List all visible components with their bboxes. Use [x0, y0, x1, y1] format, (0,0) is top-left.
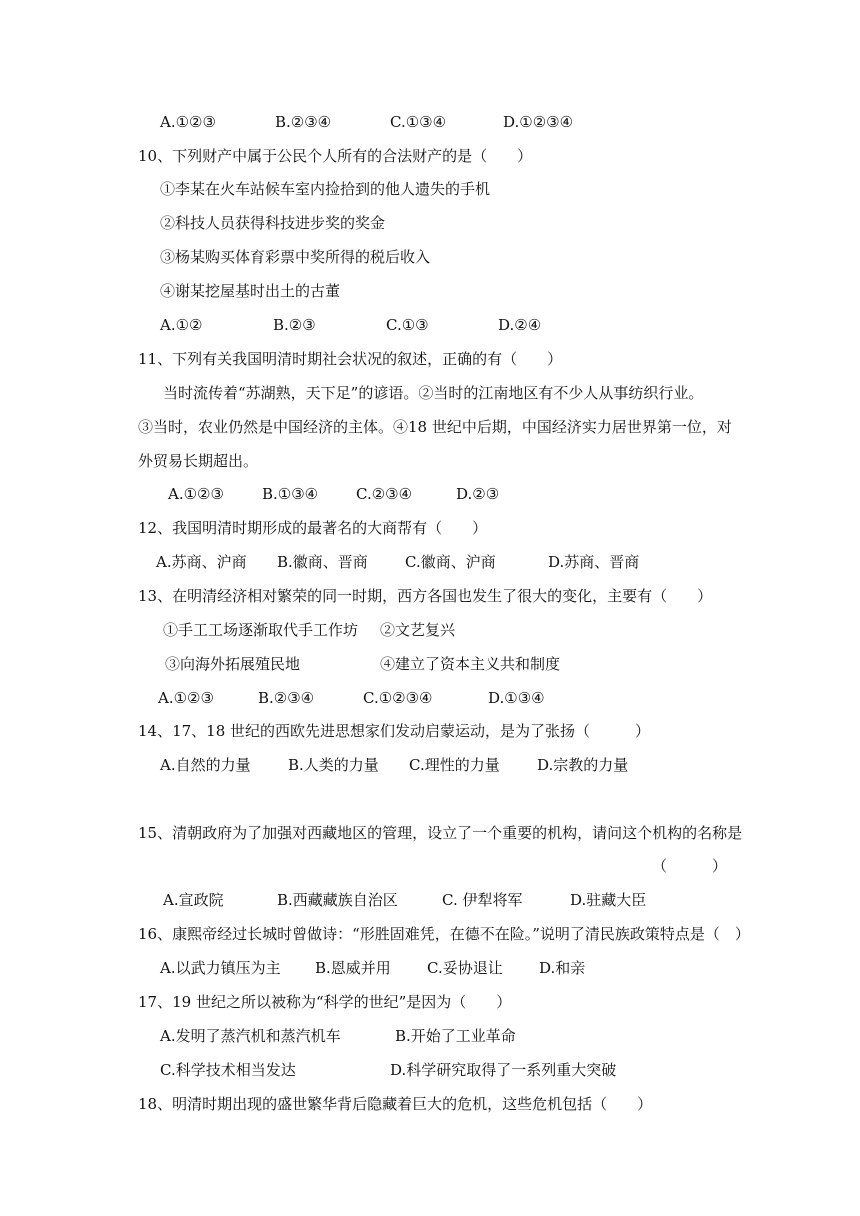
q11-option-c: C.②③④ — [356, 485, 413, 503]
q16-option-b: B.恩威并用 — [315, 959, 391, 977]
q10-option-a: A.①② — [160, 316, 203, 334]
q15-option-d: D.驻藏大臣 — [570, 891, 647, 909]
q17-option-b: B.开始了工业革命 — [395, 1027, 516, 1045]
q11-stem: 11、下列有关我国明清时期社会状况的叙述，正确的有（ ） — [138, 350, 563, 368]
q12-option-d: D.苏商、晋商 — [548, 553, 640, 571]
q11-option-a: A.①②③ — [168, 485, 224, 503]
q10-option-c: C.①③ — [386, 316, 429, 334]
q18-stem: 18、明清时期出现的盛世繁华背后隐藏着巨大的危机，这些危机包括（ ） — [138, 1095, 653, 1113]
q13-option-c: C.①②③④ — [363, 689, 433, 707]
q10-stem: 10、下列财产中属于公民个人所有的合法财产的是（ ） — [138, 147, 533, 165]
q15-stem: 15、清朝政府为了加强对西藏地区的管理，设立了一个重要的机构，请问这个机构的名称是 — [138, 824, 743, 842]
q15-option-c: C. 伊犁将军 — [442, 891, 523, 909]
q13-item-3: ③向海外拓展殖民地 — [165, 655, 301, 673]
q14-option-a: A.自然的力量 — [160, 756, 251, 774]
q17-option-c: C.科学技术相当发达 — [160, 1061, 296, 1079]
q16-option-a: A.以武力镇压为主 — [160, 959, 281, 977]
q16-stem: 16、康熙帝经过长城时曾做诗：“形胜固难凭，在德不在险。”说明了清民族政策特点是（ ） — [138, 925, 750, 943]
q17-option-a: A.发明了蒸汽机和蒸汽机车 — [160, 1027, 341, 1045]
q10-item-2: ②科技人员获得科技进步奖的奖金 — [160, 214, 386, 232]
q12-stem: 12、我国明清时期形成的最著名的大商帮有（ ） — [138, 519, 488, 537]
q9-option-d: D.①②③④ — [503, 113, 574, 131]
q10-item-3: ③杨某购买体育彩票中奖所得的税后收入 — [160, 248, 431, 266]
q14-stem: 14、17、18 世纪的西欧先进思想家们发动启蒙运动，是为了张扬（ ） — [138, 722, 651, 740]
q13-option-a: A.①②③ — [158, 689, 214, 707]
q9-option-b: B.②③④ — [275, 113, 332, 131]
q13-option-d: D.①③④ — [488, 689, 545, 707]
q14-option-d: D.宗教的力量 — [537, 756, 629, 774]
q11-option-b: B.①③④ — [262, 485, 319, 503]
q10-option-b: B.②③ — [273, 316, 316, 334]
q13-stem: 13、在明清经济相对繁荣的同一时期，西方各国也发生了很大的变化，主要有（ ） — [138, 587, 713, 605]
q12-option-b: B.徽商、晋商 — [277, 553, 368, 571]
q16-option-d: D.和亲 — [539, 959, 586, 977]
q17-option-d: D.科学研究取得了一系列重大突破 — [390, 1061, 617, 1079]
q12-option-c: C.徽商、沪商 — [405, 553, 496, 571]
q13-item-2: ②文艺复兴 — [380, 621, 456, 639]
q11-body-line-3: 外贸易长期超出。 — [138, 452, 259, 470]
q10-item-1: ①李某在火车站候车室内捡拾到的他人遗失的手机 — [160, 180, 491, 198]
q15-answer-paren: （ ） — [652, 857, 728, 875]
q9-option-a: A.①②③ — [160, 113, 216, 131]
q10-option-d: D.②④ — [498, 316, 542, 334]
q9-option-c: C.①③④ — [390, 113, 447, 131]
q14-option-c: C.理性的力量 — [409, 756, 500, 774]
q13-option-b: B.②③④ — [258, 689, 315, 707]
q14-option-b: B.人类的力量 — [288, 756, 379, 774]
q13-item-4: ④建立了资本主义共和制度 — [380, 655, 561, 673]
q17-stem: 17、19 世纪之所以被称为“科学的世纪”是因为（ ） — [138, 993, 512, 1011]
q16-option-c: C.妥协退让 — [427, 959, 503, 977]
q11-option-d: D.②③ — [456, 485, 500, 503]
q12-option-a: A.苏商、沪商 — [156, 553, 247, 571]
q15-option-a: A.宣政院 — [163, 891, 224, 909]
q10-item-4: ④谢某挖屋基时出土的古董 — [160, 282, 341, 300]
q13-item-1: ①手工工场逐渐取代手工作坊 — [163, 621, 359, 639]
q11-body-line-2: ③当时，农业仍然是中国经济的主体。④18 世纪中后期，中国经济实力居世界第一位，对 — [138, 418, 732, 436]
q15-option-b: B.西藏藏族自治区 — [277, 891, 398, 909]
q11-body-line-1: 当时流传着“苏湖熟，天下足”的谚语。②当时的江南地区有不少人从事纺织行业。 — [163, 384, 704, 402]
